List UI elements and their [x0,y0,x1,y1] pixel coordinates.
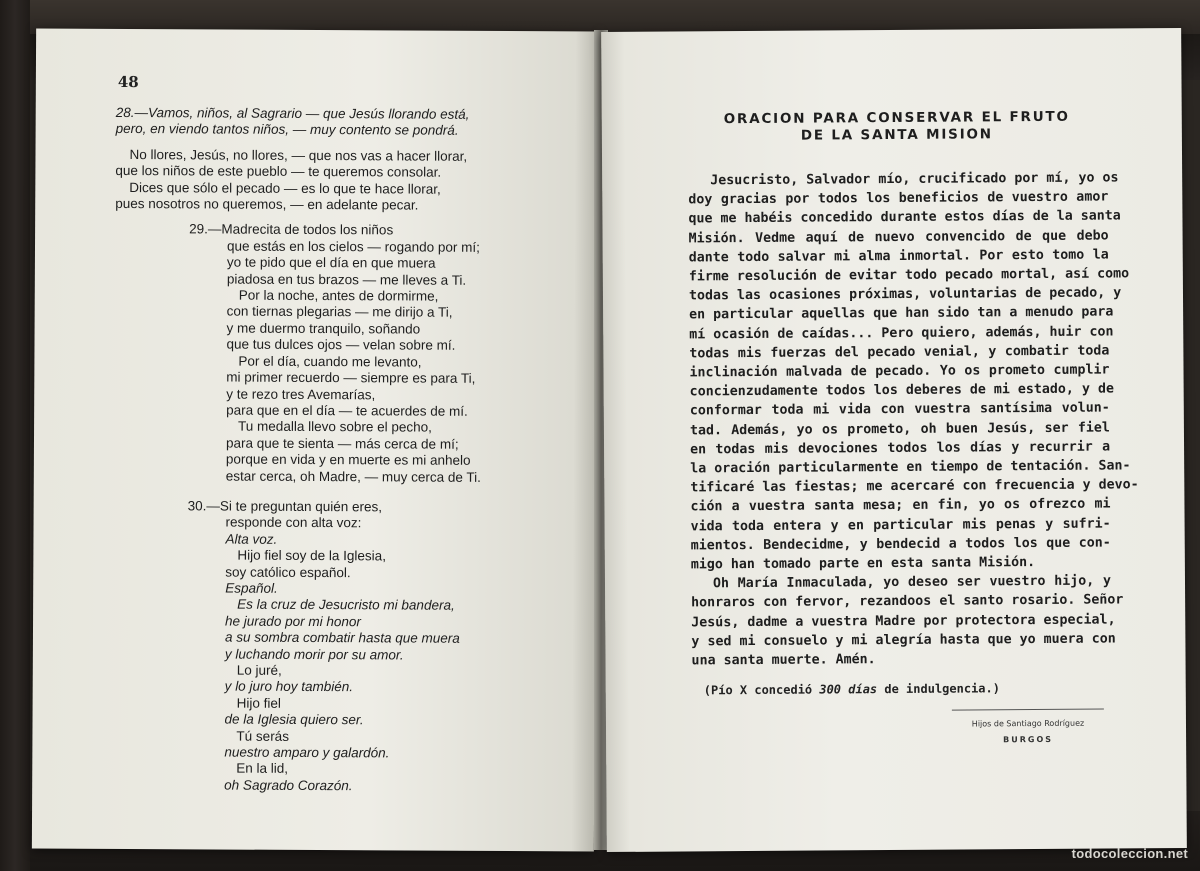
verse-line: Dices que sólo el pecado — es lo que te hace llorar, [129,179,441,197]
verse-line: y lo juro hoy también. [224,678,354,695]
prayer-line: dante todo salvar mi alma inmortal. Por esto tomo la [688,247,1109,266]
prayer-line: Misión. Vedme aquí de nuevo convencido de que debo [688,228,1109,247]
prayer-line: Oh María Inmaculada, yo deseo ser vuestro hijo, y [712,573,1112,592]
prayer-line: firme resolución de evitar todo pecado mortal, así como [688,266,1130,285]
prayer-line: doy gracias por todos los beneficios de vuestro amor [688,189,1109,208]
verse-line: piadosa en tus brazos — me lleves a Ti. [226,271,467,288]
verse-line: Por la noche, antes de dormirme, [238,287,439,304]
verse-line: a su sombra combatir hasta que muera [224,629,460,646]
prayer-line: honraros con fervor, rezandoos el santo rosario. Señor [691,592,1124,611]
prayer-title-line1: ORACION PARA CONSERVAR EL FRUTO [723,108,1070,128]
prayer-line: mí ocasión de caídas... Pero quiero, además, huir con [689,324,1114,343]
prayer-line: tad. Además, yo os prometo, oh buen Jesús, ser fiel [689,420,1110,439]
prayer-line: ción a vuestra santa mesa; en fin, yo os ofrezco mi [690,496,1111,515]
verse-line: porque en vida y en muerte es mi anhelo [225,451,471,468]
verse-line: que los niños de este pueblo — te queremos consolar. [115,163,442,180]
verse-line: Tu medalla llevo sobre el pecho, [238,418,432,435]
verse-line: Por el día, cuando me levanto, [238,353,422,370]
verse-line: de la Iglesia quiero ser. [224,711,364,728]
verse-line: 30.—Si te preguntan quién eres, [187,498,383,515]
printer-name: Hijos de Santiago Rodríguez [971,718,1085,729]
prayer-line: en todas mis devociones todos los días y recurrir a [690,439,1111,458]
verse-line: con tiernas plegarias — me dirijo a Ti, [226,304,453,321]
verse-line: y luchando morir por su amor. [224,646,404,663]
prayer-title [662,108,1132,145]
note-suffix: de indulgencia.) [877,681,1001,697]
prayer-line: una santa muerte. Amén. [691,652,876,669]
prayer-line: todas mis fuerzas del pecado venial, y combatir toda [689,343,1110,362]
wood-edge-left [0,0,30,871]
prayer-line: concienzudamente todos los deberes de mi estado, y de [689,381,1114,400]
prayer-line: inclinación malvada de pecado. Yo os prometo cumplir [689,362,1110,381]
prayer-line: conformar toda mi vida con vuestra santísima volun- [689,400,1110,419]
verse-line: pero, en viendo tantos niños, — muy contento se pondrá. [115,121,459,139]
verse-line: Es la cruz de Jesucristo mi bandera, [237,596,455,614]
verse-line: 29.—Madrecita de todos los niños [189,221,394,238]
watermark: todocoleccion.net [1071,846,1188,861]
verse-line: oh Sagrado Corazón. [224,777,353,794]
song-verses [112,105,586,796]
verse-line: Hijo fiel soy de la Iglesia, [237,547,387,564]
prayer-line: Jesús, dadme a vuestra Madre por protectora especial, [691,612,1116,631]
verse-line: En la lid, [236,761,289,777]
printer-city: BURGOS [1003,734,1054,745]
verse-line: que estás en los cielos — rogando por mí; [226,238,480,255]
note-prefix: (Pío X concedió [703,682,820,698]
verse-line: pues nosotros no queremos, — en adelante pecar. [115,195,419,213]
verse-line: Alta voz. [225,531,278,547]
verse-line: Tú serás [236,728,290,744]
verse-line: No llores, Jesús, no llores, — que nos vas a hacer llorar, [129,146,468,164]
prayer-line: todas las ocasiones próximas, voluntarias de pecado, y [688,285,1122,304]
verse-line: Lo juré, [236,662,282,678]
prayer-line: Jesucristo, Salvador mío, crucificado por mí, yo os [710,170,1119,189]
verse-line: soy católico español. [225,564,351,580]
verse-line: 28.—Vamos, niños, al Sagrario — que Jesús llorando está, [115,104,470,122]
verse-line: y te rezo tres Avemarías, [226,386,376,402]
left-page [32,29,598,852]
verse-line: Español. [225,580,278,596]
prayer-line: mientos. Bendecidme, y bendecid a todos los que con- [690,535,1111,554]
verse-line: y me duermo tranquilo, soñando [226,320,421,337]
prayer-line: migo han tomado parte en esta santa Misión. [690,555,1036,573]
prayer-line: tificaré las fiestas; me acercaré con frecuencia y devo- [690,477,1139,496]
verse-line: para que te sienta — más cerca de mí; [225,435,459,452]
verse-line: mi primer recuerdo — siempre es para Ti, [226,369,476,386]
prayer-line: que me habéis concedido durante estos días de la santa [688,208,1121,227]
prayer-line: vida toda entera y en particular mis penas y sufri- [690,516,1111,535]
prayer-title-line2: DE LA SANTA MISION [800,126,993,144]
printer-rule [952,709,1104,711]
page-number: 48 [117,72,139,92]
verse-line: responde con alta voz: [225,514,362,531]
note-days: 300 días [819,682,878,697]
prayer-line: en particular aquellas que han sido tan a menudo para [689,304,1114,323]
verse-line: Hijo fiel [236,695,281,711]
verse-line: que tus dulces ojos — velan sobre mí. [226,336,456,354]
prayer-line: y sed mi consuelo y mi alegría hasta que yo muera con [691,631,1116,650]
right-page [601,28,1187,852]
prayer-line: la oración particularmente en tiempo de tentación. San- [690,458,1131,477]
verse-line: yo te pido que el día en que muera [226,254,436,271]
verse-line: he jurado por mi honor [225,613,361,630]
verse-line: estar cerca, oh Madre, — muy cerca de Ti. [225,468,481,485]
prayer-body [688,168,1139,670]
verse-line: nuestro amparo y galardón. [224,744,390,761]
verse-line: para que en el día — te acuerdes de mí. [226,402,468,419]
indulgence-note [704,681,1000,697]
